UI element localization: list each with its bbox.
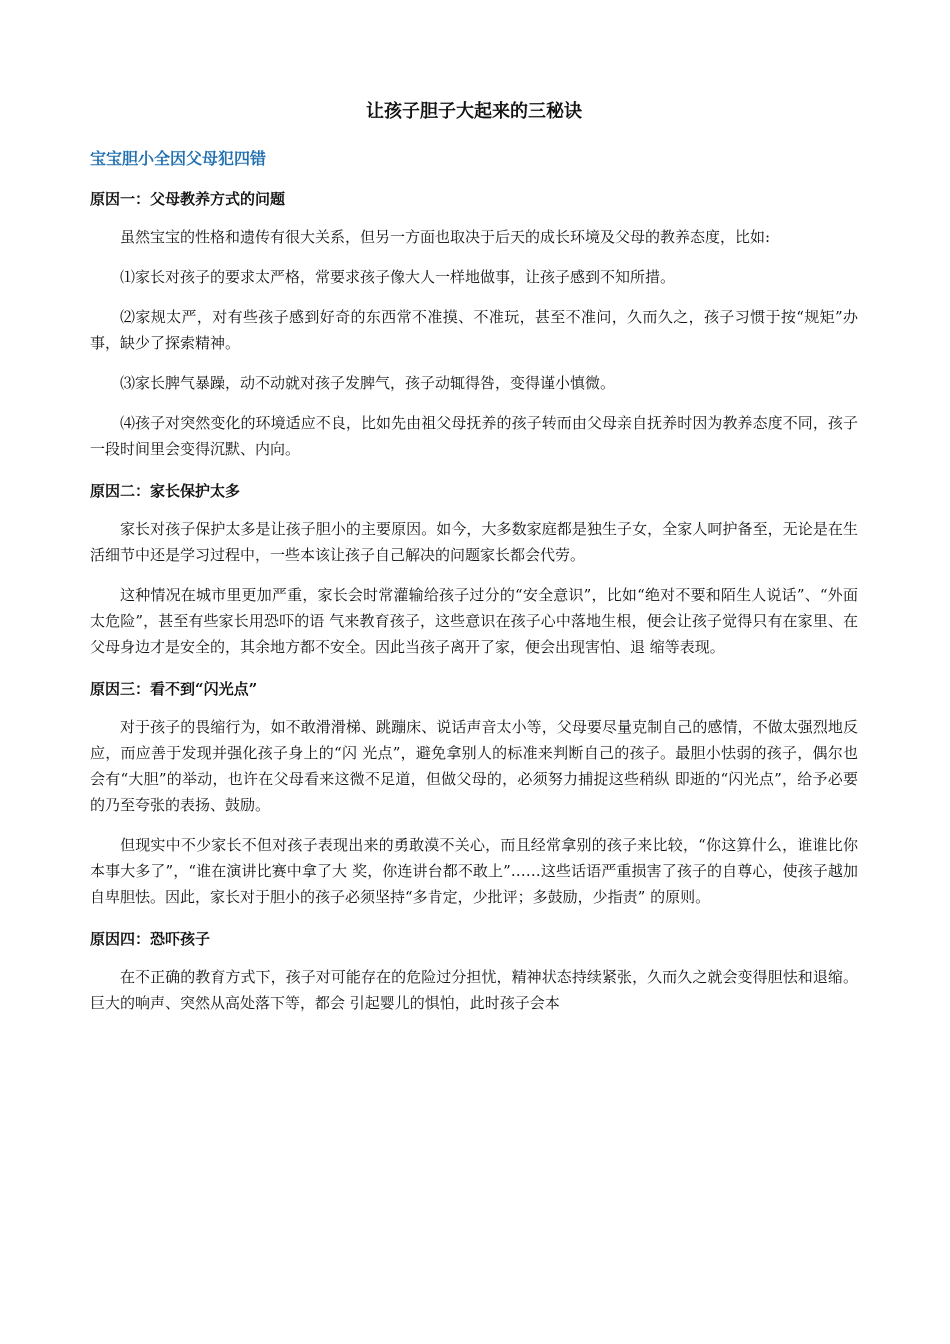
section-heading: 原因一：父母教养方式的问题 [90,190,286,208]
section-paragraph: 但现实中不少家长不但对孩子表现出来的勇敢漠不关心，而且经常拿别的孩子来比较，“你这算什么，谁谁比你本事大多了”，“谁在演讲比赛中拿了大 奖，你连讲台都不敢上”……这些话语严重损害了孩子的自尊心，使孩子越加自卑胆怯。因此，家长对于胆小的孩子必须坚持“多肯定，少批评；多鼓励，少指责” 的原则。 [90,836,858,906]
section-paragraph: 在不正确的教育方式下，孩子对可能存在的危险过分担忧，精神状态持续紧张，久而久之就会变得胆怯和退缩。巨大的响声、突然从高处落下等，都会 引起婴儿的惧怕，此时孩子会本 [90,968,858,1012]
section-heading: 原因三：看不到“闪光点” [90,680,258,698]
section-paragraph: 对于孩子的畏缩行为，如不敢滑滑梯、跳蹦床、说话声音太小等，父母要尽量克制自己的感情，不做太强烈地反应，而应善于发现并强化孩子身上的“闪 光点”，避免拿别人的标准来判断自己的孩子。最胆小怯弱的孩子，偶尔也会有“大胆”的举动，也许在父母看来这微不足道，但做父母的，必须努力捕捉这些稍纵 即逝的“闪光点”，给予必要的乃至夸张的表扬、鼓励。 [90,718,858,814]
section-heading: 原因二：家长保护太多 [90,482,241,500]
document-subtitle: 宝宝胆小全因父母犯四错 [90,149,267,168]
section-paragraph: ⑵家规太严，对有些孩子感到好奇的东西常不准摸、不准玩，甚至不准问，久而久之，孩子习惯于按“规矩”办事，缺少了探索精神。 [90,308,858,352]
document-title: 让孩子胆子大起来的三秘诀 [366,101,582,122]
section-paragraph: ⑷孩子对突然变化的环境适应不良，比如先由祖父母抚养的孩子转而由父母亲自抚养时因为教养态度不同，孩子一段时间里会变得沉默、内向。 [90,414,858,458]
section-heading: 原因四：恐吓孩子 [90,930,211,948]
section-paragraph: ⑶家长脾气暴躁，动不动就对孩子发脾气，孩子动辄得咎，变得谨小慎微。 [120,374,616,392]
section-paragraph: 虽然宝宝的性格和遗传有很大关系，但另一方面也取决于后天的成长环境及父母的教养态度，比如: [120,228,771,246]
section-paragraph: 这种情况在城市里更加严重，家长会时常灌输给孩子过分的“安全意识”，比如“绝对不要和陌生人说话”、“外面太危险”，甚至有些家长用恐吓的语 气来教育孩子，这些意识在孩子心中落地生根，便会让孩子觉得只有在家里、在父母身边才是安全的，其余地方都不安全。因此当孩子离开了家，便会出现害怕、退 缩等表现。 [90,586,858,656]
section-paragraph: ⑴家长对孩子的要求太严格，常要求孩子像大人一样地做事，让孩子感到不知所措。 [120,268,676,286]
section-paragraph: 家长对孩子保护太多是让孩子胆小的主要原因。如今，大多数家庭都是独生子女，全家人呵护备至，无论是在生活细节中还是学习过程中，一些本该让孩子自己解决的问题家长都会代劳。 [90,520,858,564]
